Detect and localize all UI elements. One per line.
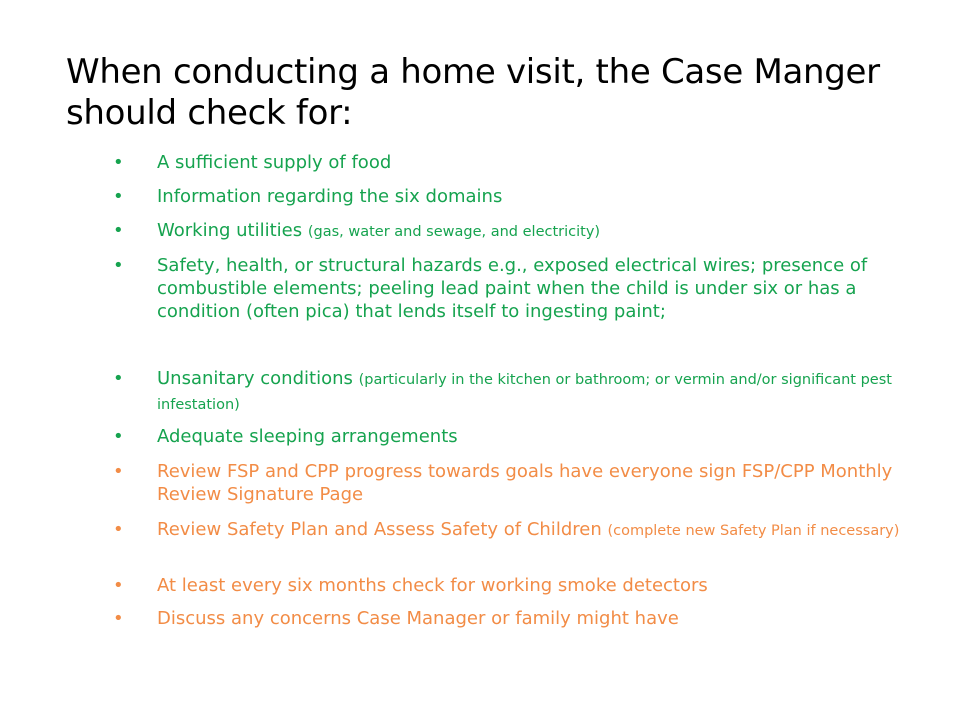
bullet-icon: • bbox=[113, 519, 124, 540]
item-main-text: Information regarding the six domains bbox=[157, 186, 503, 207]
bullet-icon: • bbox=[113, 152, 124, 173]
list-item bbox=[113, 425, 927, 450]
item-main-text: Review Safety Plan and Assess Safety of Children bbox=[157, 519, 608, 540]
list-item bbox=[113, 607, 927, 632]
bullet-icon: • bbox=[113, 186, 124, 207]
bullet-icon: • bbox=[113, 426, 124, 447]
item-main-text: At least every six months check for working smoke detectors bbox=[157, 575, 708, 596]
bullet-icon: • bbox=[113, 608, 124, 629]
item-main-text: A sufficient supply of food bbox=[157, 152, 392, 173]
item-note: (particularly in the kitchen or bathroom; or vermin and/or significant pest infestation) bbox=[157, 372, 892, 413]
list-item-text bbox=[157, 185, 927, 210]
list-item-text bbox=[157, 425, 927, 450]
list-item bbox=[113, 151, 927, 176]
item-note: (gas, water and sewage, and electricity) bbox=[307, 224, 601, 240]
list-item-text bbox=[157, 607, 927, 632]
list-item-text bbox=[157, 254, 927, 325]
item-note: (complete new Safety Plan if necessary) bbox=[607, 523, 900, 539]
list-item-text bbox=[157, 219, 927, 244]
bullet-icon: • bbox=[113, 255, 124, 276]
item-main-text: Unsanitary conditions bbox=[157, 368, 359, 389]
bullet-icon: • bbox=[113, 575, 124, 596]
bullet-icon: • bbox=[113, 368, 124, 389]
list-item-text bbox=[157, 460, 927, 508]
list-item bbox=[113, 219, 927, 244]
list-item bbox=[113, 574, 927, 599]
slide-title: When conducting a home visit, the Case Manger should check for: bbox=[66, 52, 880, 133]
list-item bbox=[113, 254, 927, 325]
list-item-text bbox=[157, 518, 927, 543]
list-item bbox=[113, 460, 927, 508]
list-item bbox=[113, 518, 927, 543]
bullet-icon: • bbox=[113, 461, 124, 482]
item-main-text: Working utilities bbox=[157, 220, 308, 241]
item-main-text: Discuss any concerns Case Manager or family might have bbox=[157, 608, 679, 629]
list-item-text bbox=[157, 367, 927, 417]
list-item bbox=[113, 185, 927, 210]
item-main-text: Review FSP and CPP progress towards goals have everyone sign FSP/CPP Monthly Review Signature Page bbox=[157, 461, 893, 505]
list-item-text bbox=[157, 574, 927, 599]
item-main-text: Adequate sleeping arrangements bbox=[157, 426, 458, 447]
item-main-text: Safety, health, or structural hazards e.g., exposed electrical wires; presence of combustible elements; peeling lead paint when the child is under six or has a condition (often pica) that lends itself to ingesting paint; bbox=[157, 255, 868, 322]
list-item bbox=[113, 367, 927, 417]
list-item-text bbox=[157, 151, 927, 176]
bullet-icon: • bbox=[113, 220, 124, 241]
